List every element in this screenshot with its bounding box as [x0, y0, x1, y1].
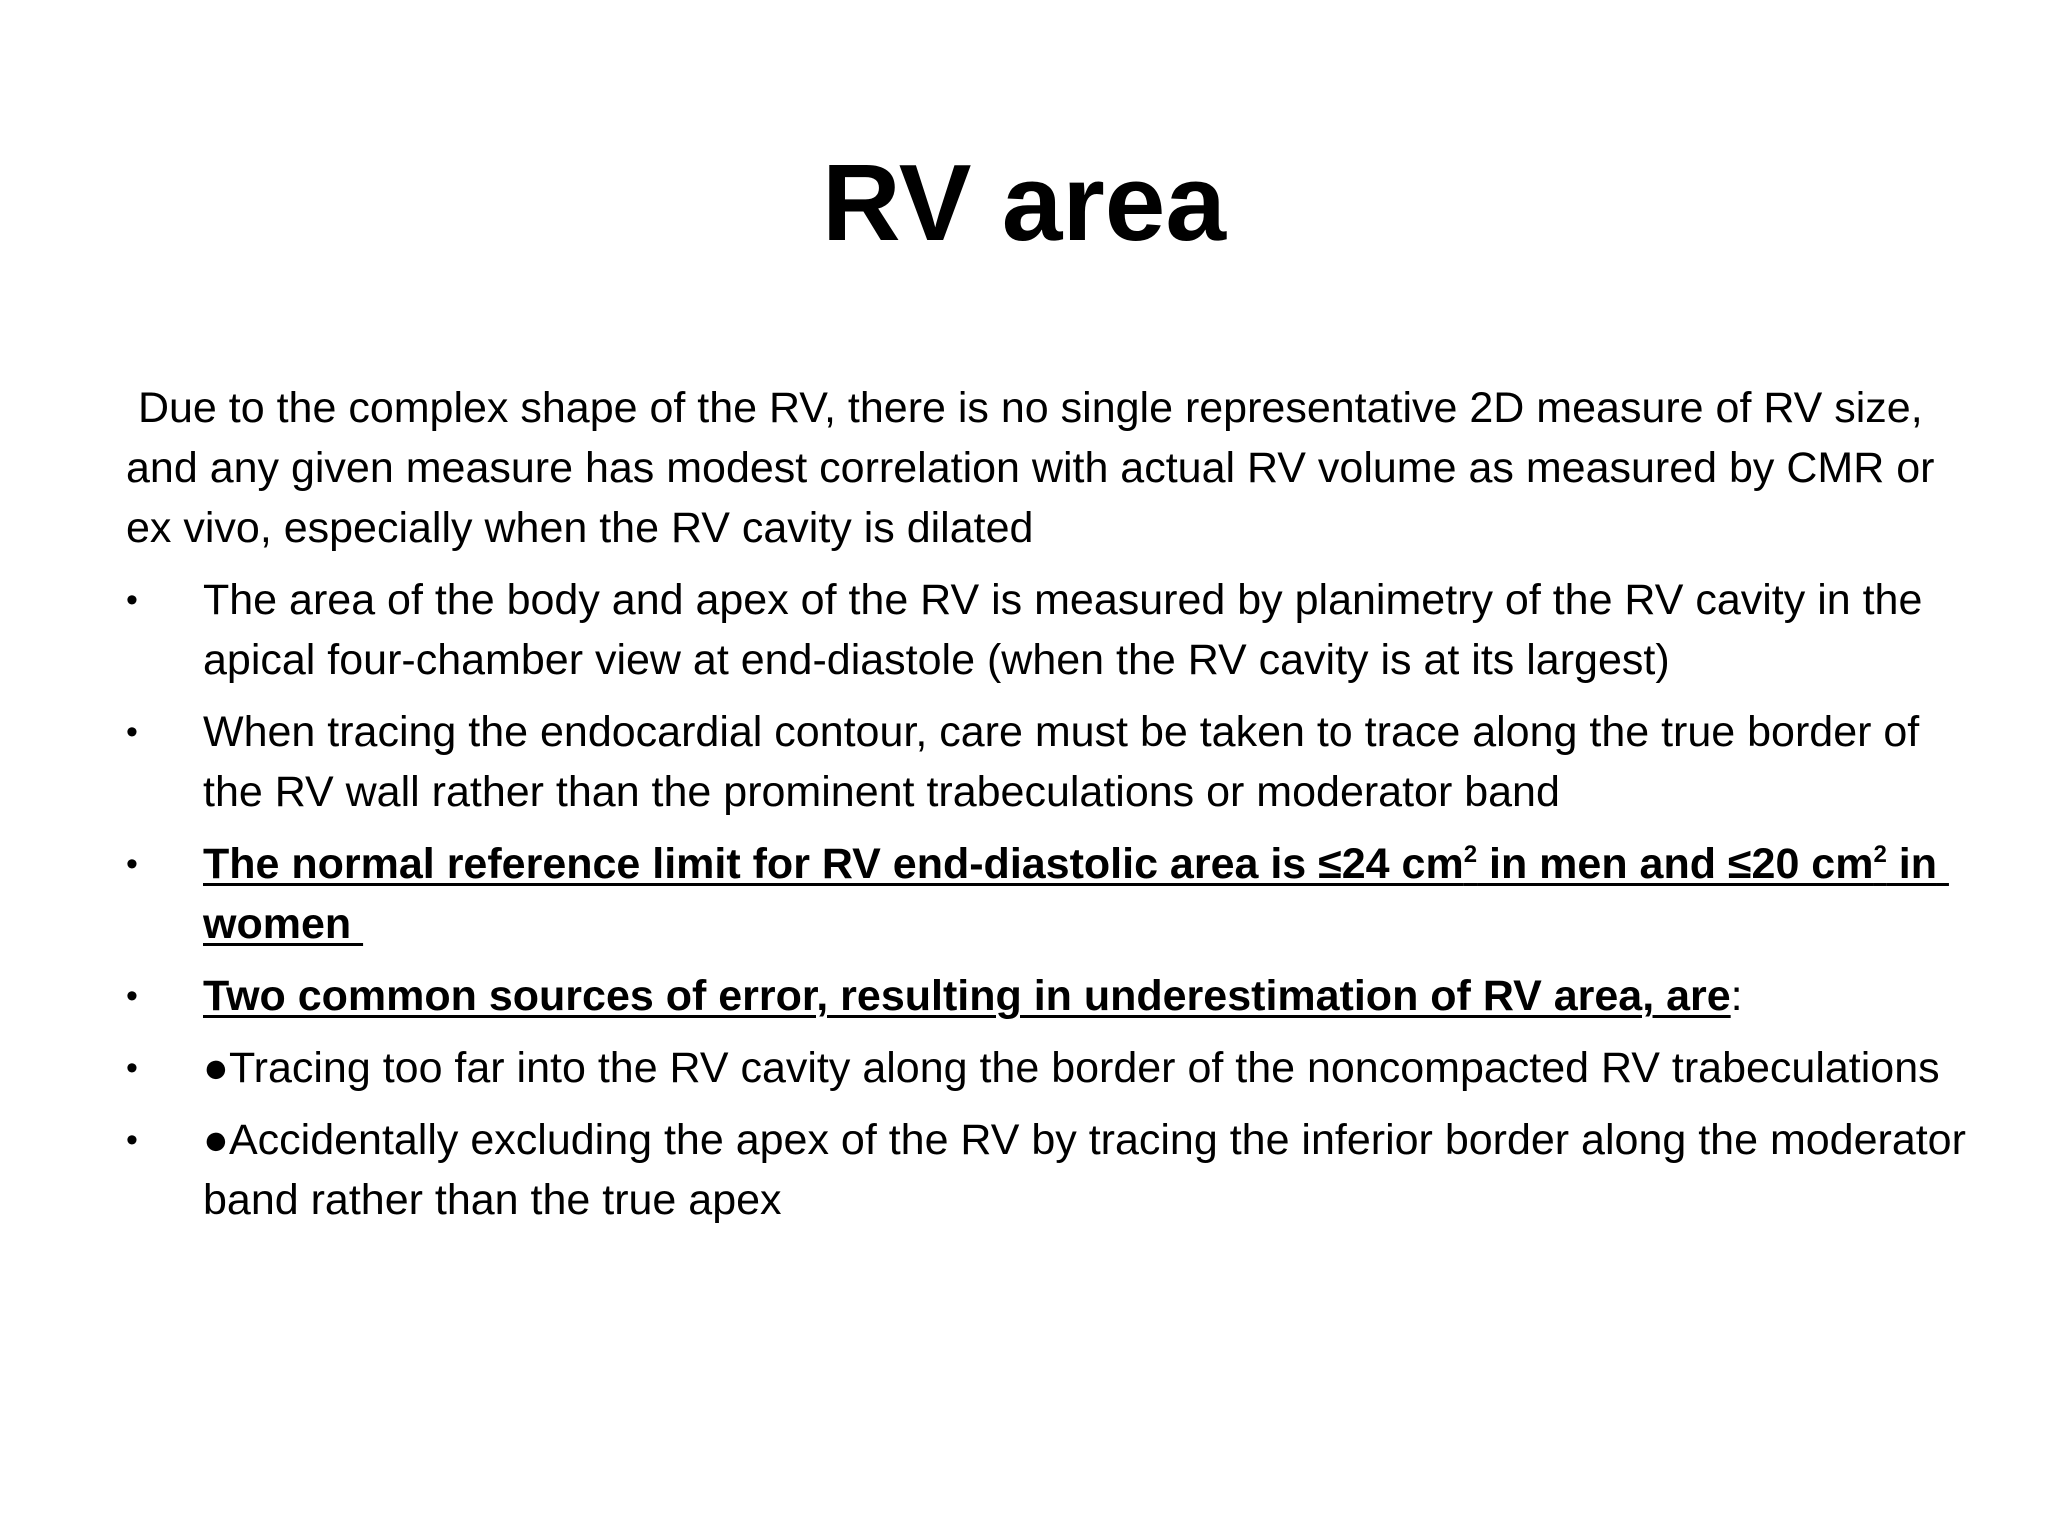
error-sources-colon: :: [1730, 972, 1743, 1020]
bullet-list: [126, 570, 1966, 1230]
bullet-text: When tracing the endocardial contour, care must be taken to trace along the true border of the RV wall rather than the prominent trabeculations or moderator band: [203, 708, 1920, 816]
bullet-text: ●Tracing too far into the RV cavity along the border of the noncompacted RV trabeculations: [203, 1044, 1940, 1092]
bullet-item-reference-limit: [126, 834, 1966, 954]
bullet-item-tracing: [126, 702, 1966, 822]
bullet-item-error-sources: [126, 966, 1966, 1026]
reference-limit-men: The normal reference limit for RV end-diastolic area is ≤24 cm: [203, 840, 1464, 888]
bullet-marker: •: [126, 581, 138, 619]
bullet-marker: •: [126, 713, 138, 751]
reference-limit-women: in men and ≤20 cm: [1477, 840, 1874, 888]
reference-limit-tail: in women: [203, 840, 1949, 948]
bullet-marker: •: [126, 1121, 138, 1159]
slide-title: RV area: [821, 142, 1226, 264]
bullet-item-error-apex: [126, 1110, 1966, 1230]
reference-limit-text: [203, 840, 1949, 948]
intro-paragraph: Due to the complex shape of the RV, there is no single representative 2D measure of RV size, and any given measure has modest correlation with actual RV volume as measured by CMR or ex vivo, especially when the RV cavity is dilated: [126, 384, 1947, 552]
bullet-marker: •: [126, 1049, 138, 1087]
superscript-squared: 2: [1463, 841, 1478, 868]
bullet-text: ●Accidentally excluding the apex of the RV by tracing the inferior border along the moderator band rather than the true apex: [203, 1116, 1966, 1224]
bullet-text: The area of the body and apex of the RV is measured by planimetry of the RV cavity in the apical four-chamber view at end-diastole (when the RV cavity is at its largest): [203, 576, 1923, 684]
slide-body: [126, 378, 1966, 1242]
bullet-marker: •: [126, 845, 138, 883]
bullet-item-error-trabeculations: [126, 1038, 1966, 1098]
superscript-squared: 2: [1873, 841, 1887, 868]
bullet-item-planimetry: [126, 570, 1966, 690]
error-sources-heading: Two common sources of error, resulting in underestimation of RV area, are: [203, 972, 1731, 1020]
bullet-marker: •: [126, 977, 138, 1015]
